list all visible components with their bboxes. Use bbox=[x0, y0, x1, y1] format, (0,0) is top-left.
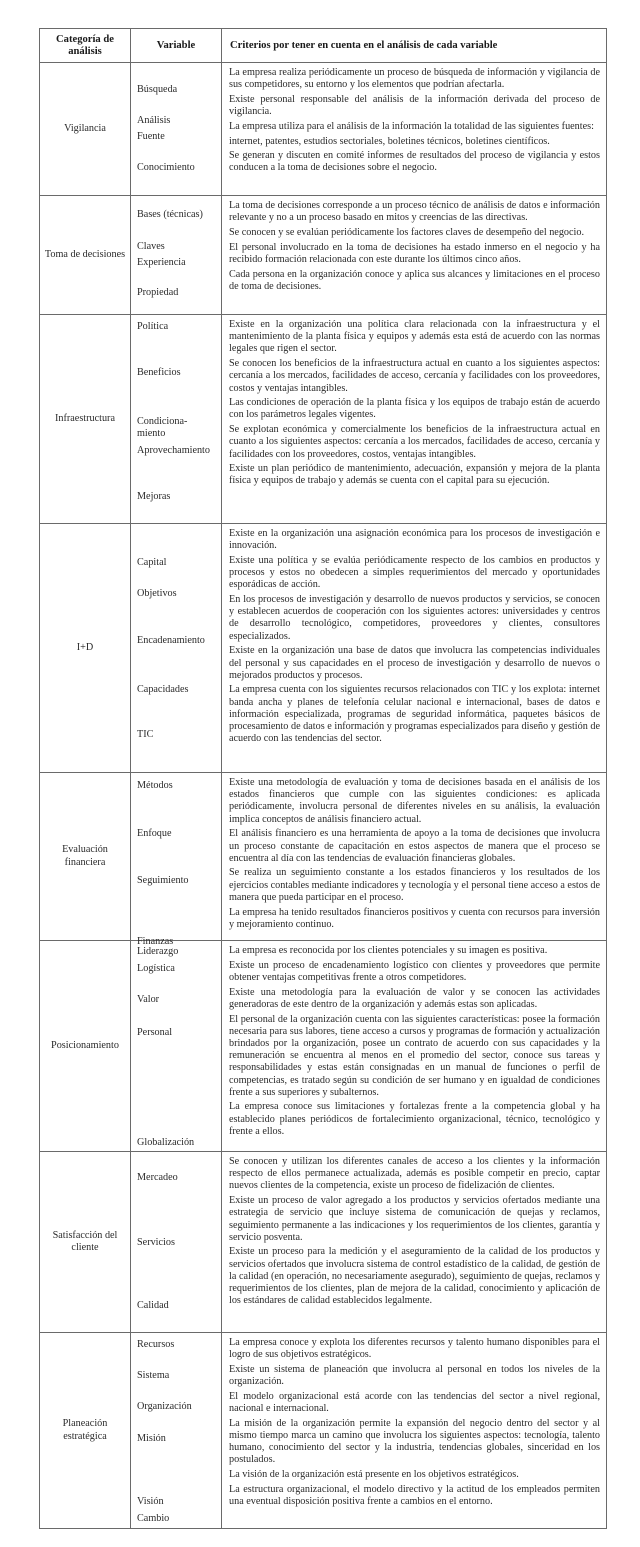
variable-label: Visión bbox=[137, 1496, 164, 1507]
criterion-text: La empresa conoce sus limitaciones y fortalezas frente a la competencia global y ha establecido planes periódicos de fortalecimiento organizacional, técnico, tecnológico y frente a ellos. bbox=[229, 1101, 600, 1137]
criterion-text: Existe una metodología de evaluación y toma de decisiones basada en el análisis de los estados financieros que cumple con las siguientes condiciones: es aplicada periódicamente, involucra personal de diferentes niveles en su análisis, la evaluación implica conceptos de análisis financiero actual. bbox=[229, 777, 600, 825]
criteria-cell bbox=[222, 941, 607, 1152]
criterion-text: Se explotan económica y comercialmente los beneficios de la infraestructura actual en cuanto a los siguientes aspectos: cercanía a los mercados, facilidades de acceso, cercanía y facilidades con los proveedores, costos, ventajas intangibles. bbox=[229, 424, 600, 460]
header-criteria: Criterios por tener en cuenta en el análisis de cada variable bbox=[222, 29, 607, 63]
variable-label: Finanzas bbox=[137, 936, 174, 947]
variable-label: Seguimiento bbox=[137, 875, 189, 886]
category-cell: Evaluación financiera bbox=[40, 773, 131, 941]
criterion-text: Existe un plan periódico de mantenimiento, adecuación, expansión y mejora de la planta física y equipos de trabajo y además se cuenta con el capital para su ejecución. bbox=[229, 463, 600, 487]
variable-label: Cambio bbox=[137, 1513, 170, 1524]
variable-label: Personal bbox=[137, 1027, 173, 1038]
criterion-text: Las condiciones de operación de la planta física y los equipos de trabajo están de acuerdo con los parámetros legales vigentes. bbox=[229, 397, 600, 421]
criterion-text: Se conocen los beneficios de la infraestructura actual en cuanto a los siguientes aspectos: cercanía a los mercados, facilidades de acceso, cercanía y facilidades con los proveedores, costos y ventajas intangibles. bbox=[229, 358, 600, 394]
criterion-text: Se conocen y utilizan los diferentes canales de acceso a los clientes y la información respecto de ellos permanece actualizada, además es posible competir en precio, captar nuevos clientes de la competencia, existe un proceso de fidelización de clientes. bbox=[229, 1156, 600, 1192]
variable-label: Beneficios bbox=[137, 367, 181, 378]
variable-label: Análisis bbox=[137, 115, 171, 126]
category-cell: Toma de decisiones bbox=[40, 196, 131, 315]
criterion-text: La empresa conoce y explota los diferentes recursos y talento humano disponibles para el logro de sus objetivos estratégicos. bbox=[229, 1337, 600, 1361]
table-row bbox=[40, 196, 607, 315]
category-cell: Posicionamiento bbox=[40, 941, 131, 1152]
variable-label: Calidad bbox=[137, 1300, 169, 1311]
criterion-text: Existe un proceso de valor agregado a los productos y servicios ofertados mediante una estrategia de servicio que incluye sistema de comunicación de quejas y reclamos, seguimiento permanente a las indicaciones y los requerimientos de los clientes, garantía y servicio posventa. bbox=[229, 1195, 600, 1243]
criterion-text: Se conocen y se evalúan periódicamente los factores claves de desempeño del negocio. bbox=[229, 226, 585, 238]
table-header-row bbox=[40, 29, 607, 63]
criterion-text: La empresa es reconocida por los clientes potenciales y su imagen es positiva. bbox=[229, 945, 548, 956]
variable-label: Encadenamiento bbox=[137, 635, 205, 646]
criterion-text: Existe en la organización una asignación económica para los procesos de investigación e innovación. bbox=[229, 528, 600, 552]
criterion-text: Existe en la organización una política clara relacionada con la infraestructura y el mantenimiento de la planta física y equipos y además esta está de acuerdo con las normas legales que rigen el sector. bbox=[229, 319, 600, 355]
variable-label: Propiedad bbox=[137, 287, 179, 298]
category-cell: Satisfacción del cliente bbox=[40, 1152, 131, 1333]
variable-label: Claves bbox=[137, 241, 165, 252]
criterion-text: La empresa ha tenido resultados financieros positivos y cuenta con recursos para inversión y mejoramiento continuo. bbox=[229, 906, 600, 930]
criteria-cell bbox=[222, 524, 607, 773]
variable-label: Bases (técnicas) bbox=[137, 209, 203, 220]
criterion-text: internet, patentes, estudios sectoriales, boletines técnicos, boletines científicos. bbox=[229, 135, 550, 147]
variable-label: Recursos bbox=[137, 1339, 175, 1350]
variable-label: Métodos bbox=[137, 780, 173, 791]
variable-label: Experiencia bbox=[137, 257, 186, 268]
criterion-text: El análisis financiero es una herramienta de apoyo a la toma de decisiones que involucra un proceso constante de capacitación en estos aspectos de manera que el proceso se encuentra al día con las tendencias de evaluación financieras globales. bbox=[229, 828, 600, 864]
criterion-text: Cada persona en la organización conoce y aplica sus alcances y limitaciones en el proceso de toma de decisiones. bbox=[229, 268, 600, 292]
variable-label: Objetivos bbox=[137, 588, 177, 599]
criteria-cell bbox=[222, 196, 607, 315]
variable-label: Conocimiento bbox=[137, 162, 195, 173]
variable-label: Liderazgo bbox=[137, 946, 179, 957]
criterion-text: La empresa cuenta con los siguientes recursos relacionados con TIC y los explota: internet banda ancha y planes de telefonía celular nacional e internacional, bases de datos e información especializada, programas de seguridad informática, paquetes básicos de procesamiento de datos e información y programas especializados para diseño y gestión de acuerdo con las tendencias del sector. bbox=[229, 684, 600, 745]
variable-cell bbox=[131, 1333, 222, 1529]
table-row bbox=[40, 524, 607, 773]
variable-cell bbox=[131, 196, 222, 315]
criteria-cell bbox=[222, 1152, 607, 1333]
criterion-text: Se generan y discuten en comité informes de resultados del proceso de vigilancia y estos conducen a la toma de decisiones sobre el negocio. bbox=[229, 150, 600, 174]
variable-label: Organización bbox=[137, 1401, 192, 1412]
category-cell: Vigilancia bbox=[40, 63, 131, 196]
variable-label: TIC bbox=[137, 729, 154, 740]
criterion-text: La toma de decisiones corresponde a un proceso técnico de análisis de datos e información relevante y no a un proceso basado en mitos y creencias de las directivas. bbox=[229, 200, 600, 224]
table-body bbox=[40, 63, 607, 1529]
criteria-cell bbox=[222, 1333, 607, 1529]
criterion-text: Se realiza un seguimiento constante a los estados financieros y los resultados de los ejercicios contables mediante indicadores y tecnología y el personal tiene acceso a estos de manera que pueda participar en el proceso. bbox=[229, 867, 600, 903]
criterion-text: Existe un proceso de encadenamiento logístico con clientes y proveedores que permite obtener ventajas competitivas frente a otros competidores. bbox=[229, 959, 600, 983]
variable-cell bbox=[131, 63, 222, 196]
criterion-text: Existe un proceso para la medición y el aseguramiento de la calidad de los productos y servicios ofertados que involucra sistema de control estadístico de la calidad, de gestión de la calidad (en operación, no necesariamente asegurado), seguimiento de quejas, reclamos y requerimientos de los clientes, plan de mejora de la calidad, conocimiento y aplicación de los estándares de calidad establecidos legalmente. bbox=[229, 1246, 600, 1307]
category-cell: I+D bbox=[40, 524, 131, 773]
table-row bbox=[40, 63, 607, 196]
criteria-cell bbox=[222, 773, 607, 941]
variable-label: Misión bbox=[137, 1433, 166, 1444]
variable-label: Valor bbox=[137, 994, 160, 1005]
variable-label: Sistema bbox=[137, 1370, 170, 1381]
criteria-table bbox=[39, 28, 607, 1529]
variable-label: Globalización bbox=[137, 1137, 195, 1148]
variable-label: Fuente bbox=[137, 131, 165, 142]
header-category: Categoría de análisis bbox=[40, 29, 131, 63]
criterion-text: La visión de la organización está presente en los objetivos estratégicos. bbox=[229, 1469, 519, 1481]
variable-label: Aprovechamiento bbox=[137, 445, 210, 456]
table-row bbox=[40, 941, 607, 1152]
table-row bbox=[40, 1333, 607, 1529]
variable-cell bbox=[131, 941, 222, 1152]
table-row bbox=[40, 773, 607, 941]
variable-label: Logística bbox=[137, 963, 175, 974]
header-variable: Variable bbox=[131, 29, 222, 63]
variable-cell bbox=[131, 315, 222, 524]
variable-cell bbox=[131, 773, 222, 947]
table-row bbox=[40, 1152, 607, 1333]
criteria-cell bbox=[222, 315, 607, 524]
variable-cell bbox=[131, 1152, 222, 1333]
variable-label: Servicios bbox=[137, 1237, 175, 1248]
variable-label: Búsqueda bbox=[137, 84, 178, 95]
variable-label: Mercadeo bbox=[137, 1172, 178, 1183]
variable-label: Condiciona- miento bbox=[137, 416, 188, 439]
criteria-cell bbox=[222, 63, 607, 196]
criterion-text: Existe personal responsable del análisis de la información derivada del proceso de vigilancia. bbox=[229, 93, 600, 118]
criterion-text: La empresa utiliza para el análisis de la información la totalidad de las siguientes fuentes: bbox=[229, 120, 594, 132]
variable-cell bbox=[131, 524, 222, 773]
criterion-text: Existe una metodología para la evaluación de valor y se conocen las actividades generadoras de este dentro de la organización y además estas son aplicadas. bbox=[229, 986, 600, 1010]
criterion-text: Existe un sistema de planeación que involucra al personal en todos los niveles de la organización. bbox=[229, 1363, 600, 1388]
category-cell: Infraestructura bbox=[40, 315, 131, 524]
variable-label: Política bbox=[137, 321, 169, 332]
table-row bbox=[40, 315, 607, 524]
variable-label: Capacidades bbox=[137, 684, 189, 695]
variable-label: Enfoque bbox=[137, 828, 172, 839]
criterion-text: El personal de la organización cuenta con las siguientes características: posee la formación necesaria para sus labores, tiene acceso a cursos y programas de formación y actualización brindados por la organización, posee un contrato de acuerdo con sus capacidades y la remuneración se encuentra al menos en el promedio del sector, conoce sus tareas y responsabilidades y estas están consignadas en un manual de funciones o perfil de competencias, es tratado según su condición de ser humano y en igualdad de condiciones frente a sus superiores y subalternos. bbox=[229, 1013, 600, 1098]
criterion-text: El modelo organizacional está acorde con las tendencias del sector a nivel regional, nacional e internacional. bbox=[229, 1390, 600, 1415]
criterion-text: En los procesos de investigación y desarrollo de nuevos productos y servicios, se conocen y establecen acuerdos de cooperación con los siguientes actores: universidades y centros de desarrollo tecnológico, competidores, proveedores y clientes, consultores especializados. bbox=[229, 594, 600, 642]
variable-label: Capital bbox=[137, 557, 167, 568]
criterion-text: Existe una política y se evalúa periódicamente respecto de los cambios en productos y procesos y estos no obedecen a simples requerimientos del mercado y oportunidades esporádicas de acción. bbox=[229, 554, 600, 591]
variable-label: Mejoras bbox=[137, 491, 171, 502]
criterion-text: La empresa realiza periódicamente un proceso de búsqueda de información y vigilancia de sus competidores, su entorno y los elementos que podrían afectarla. bbox=[229, 67, 600, 91]
criterion-text: El personal involucrado en la toma de decisiones ha estado inmerso en el negocio y ha recibido formación relacionada con este durante los últimos cinco años. bbox=[229, 241, 600, 265]
criterion-text: La misión de la organización permite la expansión del negocio dentro del sector y al mismo tiempo marca un camino que involucra los siguientes aspectos: tecnología, talento humano, conocimiento del sector y la industria, tendencias globales, sinceridad en los postulados. bbox=[229, 1417, 600, 1466]
category-cell: Planeación estratégica bbox=[40, 1333, 131, 1529]
criterion-text: La estructura organizacional, el modelo directivo y la actitud de los empleados permiten una eventual disposición positiva frente a cambios en el entorno. bbox=[229, 1483, 600, 1507]
criterion-text: Existe en la organización una base de datos que involucra las competencias individuales del personal y sus capacidades en el proceso de investigación y desarrollo de nuevos o mejorados productos y procesos. bbox=[229, 645, 600, 681]
